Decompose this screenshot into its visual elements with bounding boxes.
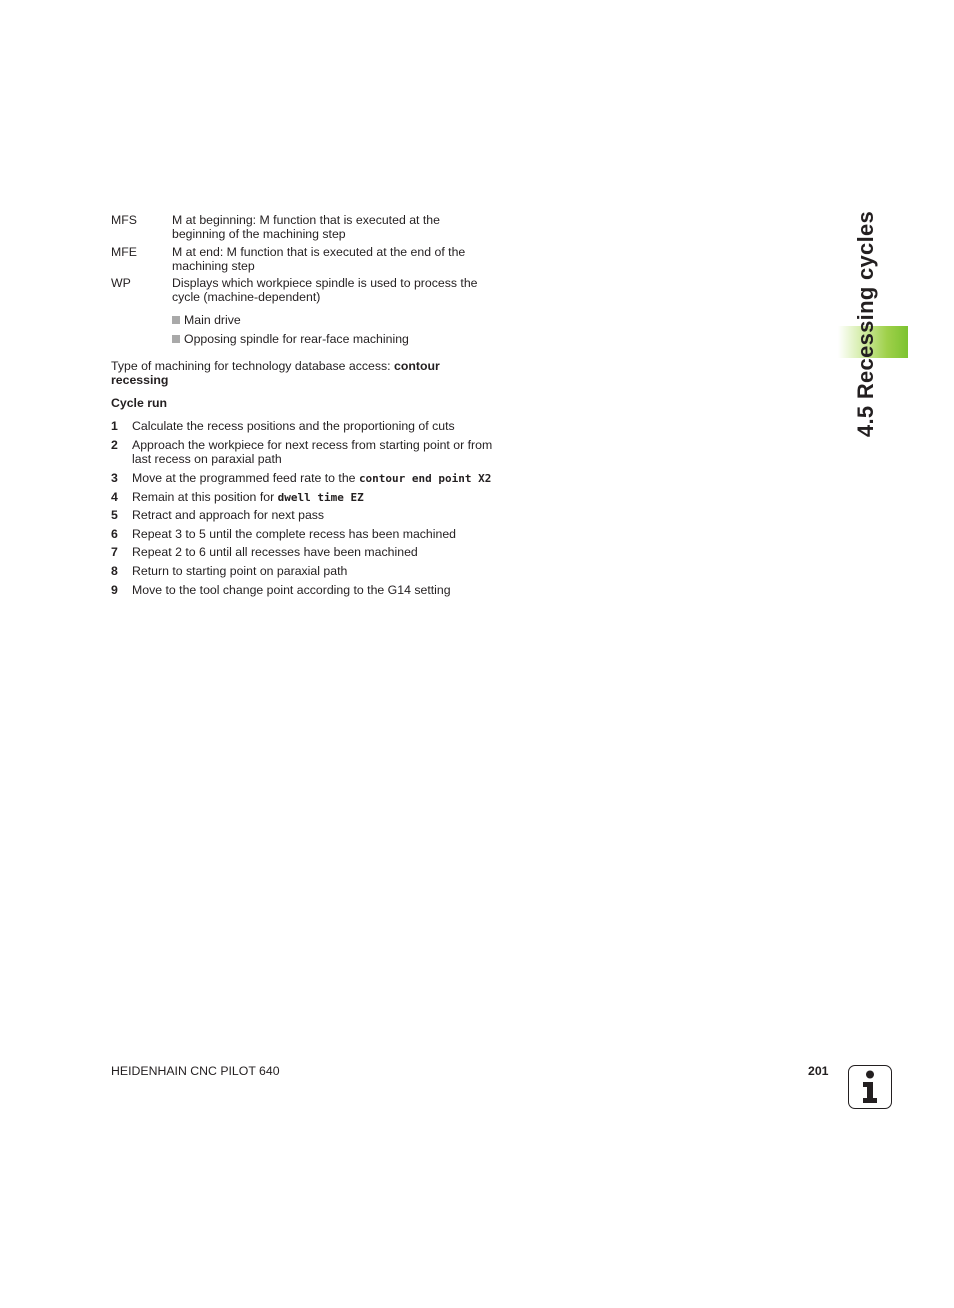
step-text: Move at the programmed feed rate to the contour end point X2 — [132, 471, 492, 485]
step-number: 2 — [111, 438, 118, 452]
param-desc-wp: cycle (machine-dependent) — [172, 290, 321, 304]
param-desc-mfe: machining step — [172, 259, 255, 273]
footer-product-name: HEIDENHAIN CNC PILOT 640 — [111, 1064, 280, 1078]
param-desc-mfs: M at beginning: M function that is executed at the — [172, 213, 440, 227]
step-number: 7 — [111, 545, 118, 559]
step-text: Return to starting point on paraxial path — [132, 564, 348, 578]
page-number: 201 — [808, 1064, 829, 1078]
step-text: Calculate the recess positions and the proportioning of cuts — [132, 419, 455, 433]
tech-note: Type of machining for technology database access: contour — [111, 359, 440, 373]
param-desc-mfs: beginning of the machining step — [172, 227, 346, 241]
step-number: 1 — [111, 419, 118, 433]
step-number: 9 — [111, 583, 118, 597]
info-icon — [848, 1065, 892, 1109]
wp-option-item: Opposing spindle for rear-face machining — [172, 332, 409, 346]
square-bullet-icon — [172, 335, 180, 343]
param-code-mfs: MFS — [111, 213, 137, 227]
step-text: Retract and approach for next pass — [132, 508, 325, 522]
param-desc-mfe: M at end: M function that is executed at the end of the — [172, 245, 466, 259]
param-code-mfe: MFE — [111, 245, 137, 259]
step-text: Move to the tool change point according to the G14 setting — [132, 583, 451, 597]
square-bullet-icon — [172, 316, 180, 324]
step-number: 6 — [111, 527, 118, 541]
step-text: last recess on paraxial path — [132, 452, 282, 466]
step-number: 5 — [111, 508, 118, 522]
step-text: Repeat 2 to 6 until all recesses have been machined — [132, 545, 418, 559]
step-number: 4 — [111, 490, 118, 504]
code-reference: dwell time EZ — [277, 491, 364, 504]
tech-note-continued: recessing — [111, 373, 169, 387]
code-reference: contour end point X2 — [358, 472, 492, 485]
step-text: Remain at this position for dwell time EZ — [132, 490, 364, 504]
wp-option-item: Main drive — [172, 313, 241, 327]
chapter-side-title: 4.5 Recessing cycles — [853, 210, 878, 438]
step-number: 3 — [111, 471, 118, 485]
param-desc-wp: Displays which workpiece spindle is used to process the — [172, 276, 478, 290]
cycle-run-heading: Cycle run — [111, 396, 168, 410]
step-text: Approach the workpiece for next recess from starting point or from — [132, 438, 493, 452]
step-number: 8 — [111, 564, 118, 578]
step-text: Repeat 3 to 5 until the complete recess has been machined — [132, 527, 457, 541]
param-code-wp: WP — [111, 276, 131, 290]
